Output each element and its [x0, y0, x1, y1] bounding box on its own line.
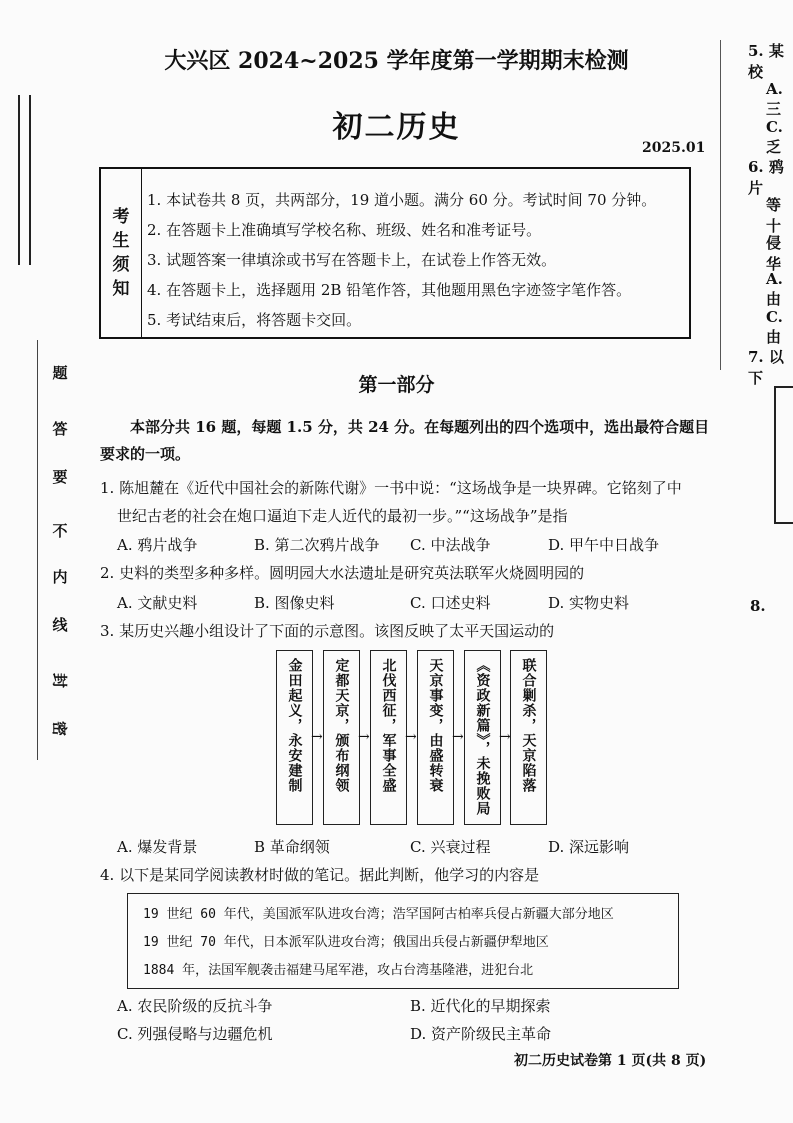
notice-item: 1. 本试卷共 8 页，共两部分，19 道小题。满分 60 分。考试时间 70 分钟。 — [147, 191, 657, 209]
right-fragment-text: 等十 — [766, 196, 782, 235]
margin-char: 题 — [52, 364, 68, 382]
right-fragment-text: 8. — [750, 597, 766, 615]
notice-label-char: 须 — [112, 255, 130, 275]
q1-option-d: D. 甲午中日战争 — [548, 536, 660, 554]
note-line: 19 世纪 60 年代，美国派军队进攻台湾；浩罕国阿古柏率兵侵占新疆大部分地区 — [143, 907, 614, 922]
notice-label-char: 考 — [112, 207, 130, 227]
q3-option-c: C. 兴衰过程 — [410, 838, 491, 856]
notice-box — [99, 167, 691, 339]
flow-step-text: 天京事变，由盛转衰 — [427, 658, 444, 793]
q2-stem: 2. 史料的类型多种多样。圆明园大水法遗址是研究英法联军火烧圆明园的 — [100, 564, 585, 582]
q3-option-a: A. 爆发背景 — [117, 838, 198, 856]
margin-char: 封 — [50, 672, 69, 688]
notice-item: 4. 在答题卡上，选择题用 2B 铅笔作答，其他题用黑色字迹签字笔作答。 — [147, 281, 632, 299]
right-fragment-text: A. 由 — [766, 270, 783, 308]
part-intro-line2: 要求的一项。 — [100, 445, 191, 463]
flow-arrow: → — [452, 729, 464, 745]
flow-step-text: 定都天京，颁布纲领 — [333, 658, 350, 793]
q2-option-d: D. 实物史料 — [548, 594, 630, 612]
q4-stem: 4. 以下是某同学阅读教材时做的笔记。据此判断，他学习的内容是 — [100, 866, 540, 884]
notice-item: 5. 考试结束后，将答题卡交回。 — [147, 311, 362, 329]
flow-box — [417, 650, 454, 825]
flow-step-text: 联合剿杀，天京陷落 — [520, 658, 537, 793]
notice-label-char: 生 — [112, 231, 130, 251]
right-fragment-text: C. 由 — [766, 308, 783, 346]
flow-box — [510, 650, 547, 825]
q1-stem-line1: 1. 陈旭麓在《近代中国社会的新陈代谢》一书中说：“这场战争是一块界碑。它铭刻了中 — [100, 479, 682, 497]
flow-arrow: → — [405, 729, 417, 745]
q4-notes-box — [127, 893, 679, 989]
right-fragment-text: 6. 鸦片 — [748, 158, 784, 197]
flow-box — [370, 650, 407, 825]
q4-option-a: A. 农民阶级的反抗斗争 — [117, 997, 273, 1015]
q2-option-c: C. 口述史料 — [410, 594, 491, 612]
margin-char: 答 — [52, 420, 68, 438]
q3-stem: 3. 某历史兴趣小组设计了下面的示意图。该图反映了太平天国运动的 — [100, 622, 555, 640]
q1-option-b: B. 第二次鸦片战争 — [254, 536, 380, 554]
q4-option-c: C. 列强侵略与边疆危机 — [117, 1025, 273, 1043]
margin-char: 密 — [50, 720, 69, 736]
q4-option-d: D. 资产阶级民主革命 — [410, 1025, 552, 1043]
notice-item: 2. 在答题卡上准确填写学校名称、班级、姓名和准考证号。 — [147, 221, 542, 239]
margin-char: 线 — [52, 616, 68, 634]
q1-stem-line2: 世纪古老的社会在炮口逼迫下走人近代的最初一步。”“这场战争”是指 — [117, 507, 568, 525]
subject-title: 初二历史 — [332, 110, 461, 145]
exam-date: 2025.01 — [642, 140, 706, 156]
page-footer: 初二历史试卷第 1 页(共 8 页) — [514, 1053, 707, 1069]
part-title: 第一部分 — [358, 374, 435, 396]
exam-title: 大兴区 2024~2025 学年度第一学期期末检测 — [164, 48, 629, 74]
notice-item: 3. 试题答案一律填涂或书写在答题卡上，在试卷上作答无效。 — [147, 251, 557, 269]
q1-option-a: A. 鸦片战争 — [117, 536, 198, 554]
q4-option-b: B. 近代化的早期探索 — [410, 997, 551, 1015]
note-line: 19 世纪 70 年代，日本派军队进攻台湾；俄国出兵侵占新疆伊犁地区 — [143, 935, 549, 950]
notice-items — [147, 185, 656, 335]
right-fragment-text: C. 乏 — [766, 118, 783, 156]
q3-option-b: B 革命纲领 — [254, 838, 330, 856]
flow-arrow: → — [358, 729, 370, 745]
flow-box — [464, 650, 501, 825]
flow-box — [323, 650, 360, 825]
q2-option-b: B. 图像史料 — [254, 594, 335, 612]
q1-option-c: C. 中法战争 — [410, 536, 491, 554]
right-fragment-text: 7. 以下 — [748, 348, 784, 387]
flow-step-text: 北伐西征，军事全盛 — [380, 658, 397, 793]
part-intro-line1: 本部分共 16 题，每题 1.5 分，共 24 分。在每题列出的四个选项中，选出最符合题目 — [130, 418, 710, 436]
right-fragment-text: A. 三 — [766, 80, 783, 118]
notice-label-char: 知 — [112, 279, 130, 299]
margin-char: 内 — [52, 568, 68, 586]
margin-char: 不 — [52, 522, 68, 540]
flow-box — [276, 650, 313, 825]
page-fold-line — [720, 40, 721, 370]
flow-step-text: 金田起义，永安建制 — [286, 658, 303, 793]
q3-option-d: D. 深远影响 — [548, 838, 630, 856]
right-fragment-text: 侵华 — [766, 234, 782, 273]
margin-char: 要 — [52, 468, 68, 486]
note-line: 1884 年，法国军舰袭击福建马尾军港，攻占台湾基隆港，进犯台北 — [143, 963, 534, 978]
notice-label — [101, 169, 142, 337]
flow-arrow: → — [499, 729, 511, 745]
q2-option-a: A. 文献史料 — [117, 594, 198, 612]
right-box-fragment — [774, 386, 793, 524]
flow-step-text: 《资政新篇》，未挽败局 — [474, 658, 491, 816]
flow-arrow: → — [311, 729, 323, 745]
margin-dashed-line — [37, 340, 38, 760]
right-fragment-text: 5. 某校 — [748, 42, 784, 81]
